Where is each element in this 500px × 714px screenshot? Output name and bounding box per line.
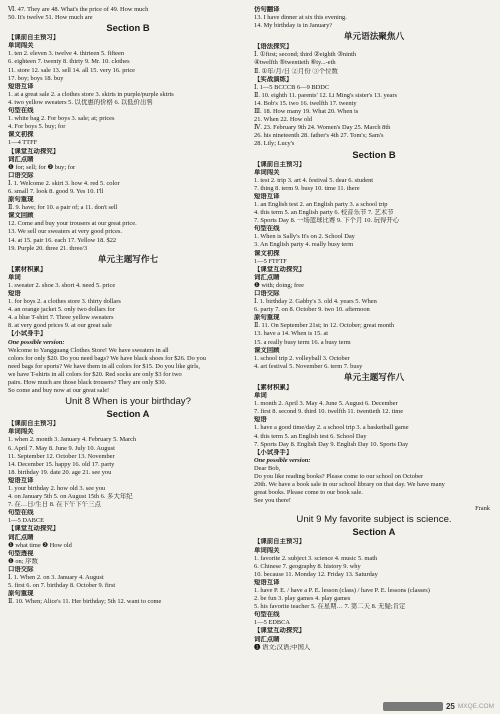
- answer-line: 1. for boys 2. a clothes store 3. thirty dollars: [8, 298, 121, 306]
- answer-line: ④twelfth ⑤twentieth ⑥ty...-eth: [254, 59, 336, 67]
- answer-line: 1—5 EDBCA: [254, 619, 291, 627]
- answer-line: 4. art festival 5. November 6. term 7. busy: [254, 362, 363, 370]
- answer-line: 1. have P. E. / have a P. E. lesson (class) / have P. E. lessons (classes): [254, 587, 430, 594]
- subsection-label: 句型透视: [8, 549, 34, 557]
- answer-line: Ⅰ. 1. birthday 2. Gabby's 3. old 4. years 5. When: [254, 298, 377, 306]
- answer-line: 18. birthday 19. date 20. age 21. see you: [8, 468, 112, 476]
- section-heading: Unit 9 My favorite subject is science.: [296, 514, 452, 526]
- answer-line: great books. Please come to our book sale.: [254, 489, 363, 497]
- answer-line: 7. Sports Day 8. English Day 9. English Day 10. Sports Day: [254, 440, 409, 448]
- answer-line: 50. It's twelve 51. How much are: [8, 14, 93, 22]
- answer-line: Dear Bob,: [254, 464, 281, 472]
- subsection-label: 短语互译: [254, 192, 280, 200]
- subsection-label: 原句重现: [254, 314, 280, 322]
- subsection-label: 词汇点睛: [8, 533, 34, 541]
- answer-line: Ⅰ. ①first; second; third ②eighth ③ninth: [254, 51, 357, 59]
- answer-line: Ⅱ. 10. When; Alice's 11. Her birthday; 5th 12. want to come: [8, 598, 162, 606]
- subsection-label: 单词闯关: [254, 168, 280, 176]
- answer-line: 1. school trip 2. volleyball 3. October: [254, 354, 350, 362]
- subsection-label: 短语互译: [254, 578, 280, 586]
- subsection-label: 口语交际: [254, 290, 280, 297]
- answer-line: 5. his favorite teacher 5. 在星期… 7. 第二天 8. 无疑;肯定: [254, 603, 406, 611]
- subsection-label: 【小试身手】: [254, 448, 293, 456]
- section-heading: 单元主题写作八: [343, 371, 405, 382]
- answer-line: 13. We sell our sweaters at very good prices.: [8, 228, 123, 236]
- answer-line: 17. boy; boys 18. buy: [8, 74, 64, 82]
- answer-line: colors for only $20. Do you need bags? We have black shoes for $26. Do you: [8, 354, 206, 362]
- answer-line: 1. at a great sale 2. a clothes store 3. skirts in purple/purple skirts: [8, 90, 174, 98]
- section-heading: Section A: [106, 408, 150, 420]
- answer-line: Ⅵ. 47. They are 48. What's the price of 49. How much: [8, 6, 149, 13]
- answer-line: Ⅰ. 1—5 BCCCB 6—9 BDDC: [254, 83, 330, 91]
- answer-line: 21. When 22. How old: [254, 116, 313, 124]
- answer-line: 6. small 7. look 8. good 9. Yes 10. I'll: [8, 187, 104, 195]
- answer-line: Ⅱ. 10. eighth 11. parents' 12. Li Ming's sister's 13. years: [254, 91, 397, 99]
- subsection-label: 单词: [254, 392, 267, 400]
- subsection-label: 【语法探究】: [254, 43, 293, 51]
- subsection-label: 课文回顾: [8, 212, 34, 220]
- answer-line: Ⅱ. ①年/月/日 ②月份 ③个位数: [254, 67, 338, 75]
- answer-line: 1—5 DABCE: [8, 517, 45, 525]
- answer-line: 1—5 FTFTF: [254, 257, 287, 265]
- answer-line: One possible version:: [8, 338, 65, 346]
- subsection-label: 原句重现: [8, 590, 34, 598]
- answer-line: 5. first 6. on 7. birthday 8. October 9. first: [8, 582, 116, 590]
- answer-line: Ⅳ. 23. February 9th 24. Women's Day 25. March 8th: [254, 124, 391, 132]
- answer-line: See you there!: [254, 497, 291, 505]
- watermark: MXQE.COM: [457, 703, 494, 710]
- answer-line: 1. ten 2. eleven 3. twelve 4. thirteen 5. fifteen: [8, 50, 125, 58]
- answer-line: 12. Come and buy your trousers at our great price.: [8, 220, 137, 228]
- answer-line: 4. this term 5. an English party 6. 校音乐节 7. 艺术节: [254, 209, 394, 217]
- subsection-label: 【课堂互动探究】: [8, 525, 60, 533]
- subsection-label: 【课堂互动探究】: [254, 627, 306, 635]
- subsection-label: 【素材积累】: [254, 383, 293, 391]
- subsection-label: 短语互译: [8, 476, 34, 484]
- subsection-label: 【课前自主预习】: [254, 538, 306, 546]
- answer-line: 20th. We have a book sale in our school library on that day. We have many: [254, 481, 445, 489]
- answer-line: need bags for sports? We have them in all colors for $15. Do you like girls,: [8, 362, 200, 370]
- answer-line: 7. 在…日/生日 8. 在下午下午三点: [8, 501, 101, 509]
- answer-line: 4. two yellow sweaters 5. 以优惠的价格 6. 以低价出售: [8, 98, 153, 106]
- subsection-label: 单词闯关: [8, 428, 34, 436]
- answer-line: 15. a really busy term 16. a busy term: [254, 338, 351, 346]
- page-number: 25: [445, 702, 455, 711]
- subsection-label: 原句重现: [8, 196, 34, 204]
- section-heading: Section A: [352, 526, 396, 538]
- answer-line: Ⅲ. 18. How many 19. What 20. When is: [254, 108, 359, 116]
- answer-line: 8. at very good prices 9. at our great sale: [8, 322, 112, 330]
- answer-line: 14. at 15. pair 16. each 17. Yellow 18. $22: [8, 236, 117, 244]
- answer-line: 6. party 7. on 8. October 9. two 10. afternoon: [254, 306, 370, 314]
- subsection-label: 句型在线: [254, 611, 280, 619]
- subsection-label: 词汇点睛: [254, 273, 280, 281]
- answer-line: So come and buy now at our great sale!: [8, 387, 110, 395]
- subsection-label: 【课前自主预习】: [8, 420, 60, 428]
- page-footer: [383, 702, 494, 711]
- answer-line: 4. on January 5th 5. on August 15th 6. 多大年纪: [8, 493, 133, 501]
- answer-line: 1. your birthday 2. how old 3. see you: [8, 484, 106, 492]
- answer-line: 1—4 TTFF: [8, 139, 38, 147]
- answer-line: Ⅱ. 9. have; for 10. a pair of; a 11. don't sell: [8, 204, 118, 212]
- answer-line: 7. Sports Day 8. 一场篮球比赛 9. 下个月 10. 玩得开心: [254, 217, 400, 225]
- answer-line: 1. sweater 2. shoe 3. short 4. need 5. price: [8, 281, 116, 289]
- subsection-label: 口语交际: [8, 171, 34, 179]
- publisher-logo: [383, 702, 443, 711]
- subsection-label: 口语交际: [8, 565, 34, 573]
- subsection-label: 课文回顾: [254, 346, 280, 354]
- answer-line: Frank: [475, 505, 490, 513]
- answer-line: 19. Purple 20. three 21. three/3: [8, 244, 88, 252]
- subsection-label: 课文初探: [254, 249, 280, 257]
- section-heading: 单元主题写作七: [97, 253, 159, 264]
- answer-line: 11. store 12. sale 13. sell 14. all 15. very 16. price: [8, 66, 136, 74]
- subsection-label: 短语: [254, 416, 267, 424]
- subsection-label: 【实战演练】: [254, 75, 293, 83]
- answer-line: Do you like reading books? Please come to our school on October: [254, 472, 424, 480]
- right-column: [254, 6, 494, 714]
- subsection-label: 【小试身手】: [8, 330, 47, 338]
- answer-line: ❶ with; doing; free: [254, 281, 304, 289]
- answer-line: Ⅰ. 1. Welcome 2. skirt 3. how 4. red 5. color: [8, 179, 120, 187]
- subsection-label: 句型在线: [254, 225, 280, 233]
- answer-line: ❶ for; sell; for ❷ buy; for: [8, 163, 76, 171]
- subsection-label: 单词闯关: [254, 546, 280, 554]
- answer-line: 2. be fun 3. play games 4. play games: [254, 595, 351, 603]
- answer-line: 1. test 2. trip 3. art 4. festival 5. dear 6. student: [254, 176, 374, 184]
- answer-line: 4. For boys 5. buy; for: [8, 123, 66, 131]
- subsection-label: 句型在线: [8, 107, 34, 115]
- subsection-label: 【课堂互动探究】: [8, 147, 60, 155]
- answer-line: 6. Chinese 7. geography 8. history 9. why: [254, 562, 361, 570]
- answer-line: 6. April 7. May 8. June 9. July 10. August: [8, 444, 115, 452]
- answer-line: 1. month 2. April 3. May 4. June 5. August 6. December: [254, 400, 398, 408]
- subsection-label: 课文初探: [8, 131, 34, 139]
- subsection-label: 单词: [8, 273, 21, 281]
- answer-line: ❶ 语文;汉语;中国人: [254, 643, 311, 651]
- answer-line: 14. Bob's 15. two 16. twelfth 17. twenty: [254, 99, 357, 107]
- answer-line: 26. his nineteenth 28. father's 4th 27. Tom's; Sam's: [254, 132, 384, 140]
- subsection-label: 【素材积累】: [8, 265, 47, 273]
- answer-line: 1. When is Sally's It's on 2. School Day: [254, 233, 355, 241]
- answer-line: 1. an English test 2. an English party 3. a school trip: [254, 200, 388, 208]
- answer-line: ❶ what time ❷ How old: [8, 541, 72, 549]
- answer-line: 1. when 2. month 3. January 4. February 5. March: [8, 436, 137, 444]
- answer-line: we have T-shirts in all colors for $20. Red socks are only $3 for two: [8, 370, 182, 378]
- answer-line: 7. thing 8. term 9. busy 10. time 11. there: [254, 184, 360, 192]
- answer-line: 13. have a 14. When is 15. at: [254, 330, 329, 338]
- answer-line: 6. eighteen 7. twenty 8. thirty 9. Mr. 10. clothes: [8, 58, 130, 66]
- subsection-label: 短语互译: [8, 82, 34, 90]
- subsection-label: 短语: [8, 290, 21, 297]
- answer-line: pairs. How much are those black trousers? They are only $30.: [8, 379, 167, 387]
- answer-line: 4. this term 5. an English test 6. School Day: [254, 432, 367, 440]
- subsection-label: 【课前自主预习】: [254, 160, 306, 168]
- subsection-label: 【课堂互动探究】: [254, 265, 306, 273]
- answer-line: 7. first 8. second 9. third 10. twelfth 11. twentieth 12. time: [254, 408, 404, 416]
- answer-line: Welcome to Yangguang Clothes Store! We have sweaters in all: [8, 346, 169, 354]
- subsection-label: 【课前自主预习】: [8, 34, 60, 42]
- left-column: [8, 6, 248, 714]
- answer-line: 1. favorite 2. subject 3. science 4. music 5. math: [254, 554, 378, 562]
- section-heading: Section B: [106, 22, 150, 34]
- subsection-label: 词汇点睛: [8, 155, 34, 163]
- section-heading: Section B: [352, 148, 396, 160]
- subsection-label: 句型在线: [8, 509, 34, 517]
- answer-line: 1. white bag 2. For boys 3. sale; at; prices: [8, 115, 115, 123]
- subsection-label: 仿句翻译: [254, 6, 280, 13]
- answer-line: 1. have a good time/day 2. a school trip 3. a basketball game: [254, 424, 409, 432]
- answer-line: 14. December 15. happy 16. old 17. party: [8, 460, 115, 468]
- answer-line: One possible version:: [254, 456, 311, 464]
- answer-line: 13. I have dinner at six this evening.: [254, 14, 347, 22]
- answer-line: 3. An English party 4. really busy term: [254, 241, 354, 249]
- answer-line: 14. My birthday is in January?: [254, 22, 333, 30]
- answer-line: ❶ on; 序数: [8, 557, 38, 565]
- answer-line: 28. Lily; Lucy's: [254, 140, 295, 148]
- answer-line: 4. a blue T-shirt 7. Three yellow sweaters: [8, 314, 114, 322]
- answer-line: 4. an orange jacket 5. only two dollars for: [8, 306, 115, 314]
- subsection-label: 单词闯关: [8, 42, 34, 50]
- subsection-label: 词汇点睛: [254, 635, 280, 643]
- section-heading: 单元语法聚焦八: [343, 31, 405, 42]
- section-heading: Unit 8 When is your birthday?: [65, 396, 191, 408]
- answer-line: 10. because 11. Monday 12. Friday 13. Saturday: [254, 570, 378, 578]
- answer-line: Ⅱ. 11. On September 21st; in 12. October; great month: [254, 322, 395, 330]
- answer-line: 11. September 12. October 13. November: [8, 452, 115, 460]
- answer-line: Ⅰ. 1. When 2. on 3. January 4. August: [8, 574, 104, 581]
